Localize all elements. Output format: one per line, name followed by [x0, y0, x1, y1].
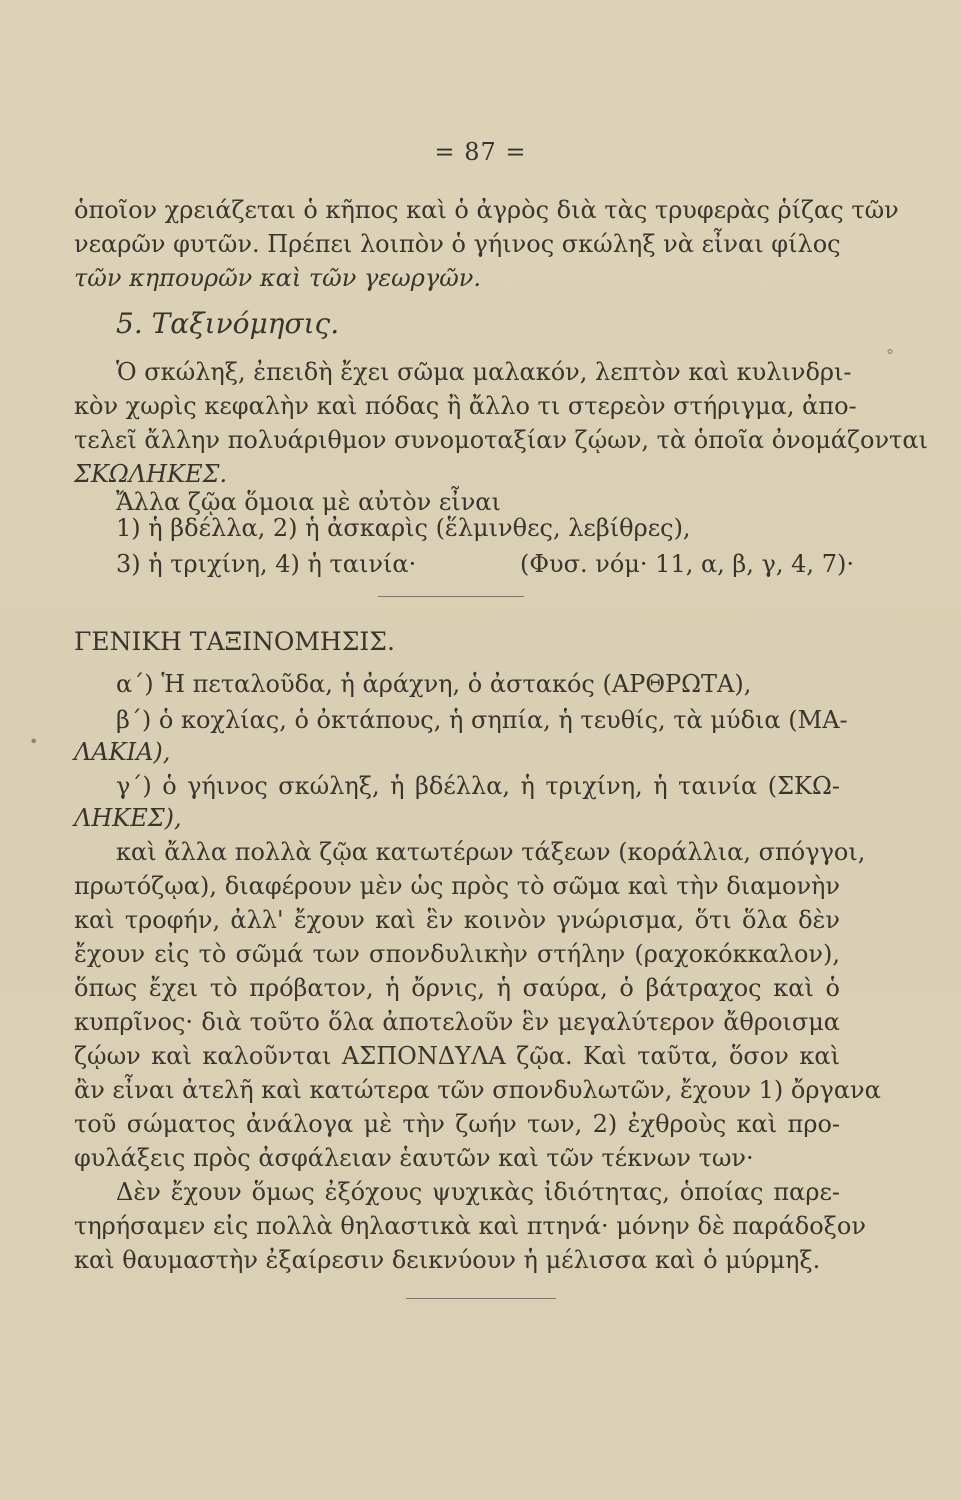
text-line-25: ζῴων καὶ καλοῦνται ΑΣΠΟΝΔΥΛΑ ζῷα. Καὶ ταῦτα, ὅσον καὶ [74, 1042, 840, 1070]
text-line-27: τοῦ σώματος ἀνάλογα μὲ τὴν ζωήν των, 2) ἐχθροὺς καὶ προ- [74, 1110, 840, 1138]
text-line-15: β΄) ὁ κοχλίας, ὁ ὀκτάπους, ἡ σηπία, ἡ τευθίς, τὰ μύδια (ΜΑ- [116, 706, 848, 734]
text-line-31: καὶ θαυμαστὴν ἐξαίρεσιν δεικνύουν ἡ μέλισσα καὶ ὁ μύρμηξ. [74, 1246, 821, 1274]
text-line-21: καὶ τροφήν, ἀλλ' ἔχουν καὶ ἓν κοινὸν γνώρισμα, ὅτι ὅλα δὲν [74, 906, 840, 934]
text-line-23: ὅπως ἔχει τὸ πρόβατον, ἡ ὄρνις, ἡ σαύρα, ὁ βάτραχος καὶ ὁ [74, 974, 840, 1002]
text-line-28: φυλάξεις πρὸς ἀσφάλειαν ἑαυτῶν καὶ τῶν τέκνων των· [74, 1144, 754, 1172]
general-taxonomy-heading: ΓΕΝΙΚΗ ΤΑΞΙΝΟΜΗΣΙΣ. [74, 627, 395, 656]
text-line-29: Δὲν ἔχουν ὅμως ἐξόχους ψυχικὰς ἰδιότητας, ὁποίας παρε- [116, 1178, 840, 1206]
text-line-3: τῶν κηπουρῶν καὶ τῶν γεωργῶν. [74, 264, 481, 292]
text-line-17: γ΄) ὁ γήινος σκώληξ, ἡ βδέλλα, ἡ τριχίνη, ἡ ταινία (ΣΚΩ- [116, 772, 840, 800]
text-line-2: νεαρῶν φυτῶν. Πρέπει λοιπὸν ὁ γήινος σκώληξ νὰ εἶναι φίλος [74, 230, 841, 258]
class-name-skolikes: ΣΚΩΛΗΚΕΣ. [74, 460, 228, 488]
text-line-14: α΄) Ἡ πεταλοῦδα, ἡ ἀράχνη, ὁ ἀστακός (ΑΡΘΡΩΤΑ), [116, 670, 752, 698]
text-line-24: κυπρῖνος· διὰ τοῦτο ὅλα ἀποτελοῦν ἓν μεγαλύτερον ἄθροισμα [74, 1008, 840, 1036]
text-line-16: ΛΑΚΙΑ), [74, 738, 171, 766]
page-number: = 87 = [434, 138, 527, 166]
text-line-20: πρωτόζῳα), διαφέρουν μὲν ὡς πρὸς τὸ σῶμα καὶ τὴν διαμονὴν [74, 872, 840, 900]
text-line-7: τελεῖ ἄλλην πολυάριθμον συνομοταξίαν ζῴων, τὰ ὁποῖα ὀνομάζονται [74, 426, 928, 454]
text-line-22: ἔχουν εἰς τὸ σῶμά των σπονδυλικὴν στήλην (ραχοκόκκαλον), [74, 940, 840, 968]
reference-note: (Φυσ. νόμ· 11, α, β, γ, 4, 7)· [520, 550, 854, 578]
margin-mark: ° [886, 346, 894, 365]
text-line-19: καὶ ἄλλα πολλὰ ζῷα κατωτέρων τάξεων (κοράλλια, σπόγγοι, [116, 838, 866, 866]
text-line-5: Ὁ σκώληξ, ἐπειδὴ ἔχει σῶμα μαλακόν, λεπτὸν καὶ κυλινδρι- [116, 358, 852, 386]
text-line-1: ὁποῖον χρειάζεται ὁ κῆπος καὶ ὁ ἀγρὸς διὰ τὰς τρυφερὰς ῥίζας τῶν [74, 196, 899, 224]
separator-rule [378, 596, 524, 597]
text-line-30: τηρήσαμεν εἰς πολλὰ θηλαστικὰ καὶ πτηνά· μόνην δὲ παράδοξον [74, 1212, 866, 1240]
text-line-6: κὸν χωρὶς κεφαλὴν καὶ πόδας ἢ ἄλλο τι στερεὸν στήριγμα, ἀπο- [74, 392, 857, 420]
text-line-9: Ἄλλα ζῷα ὅμοια μὲ αὐτὸν εἶναι [116, 488, 501, 516]
text-line-18: ΛΗΚΕΣ), [74, 804, 182, 832]
margin-dot: • [29, 732, 39, 751]
text-line-11: 3) ἡ τριχίνη, 4) ἡ ταινία· [116, 550, 417, 578]
bottom-separator-rule [406, 1298, 556, 1299]
section-heading-taxonomy: 5. Ταξινόμησις. [116, 307, 340, 340]
text-line-26: ἂν εἶναι ἀτελῆ καὶ κατώτερα τῶν σπονδυλωτῶν, ἔχουν 1) ὄργανα [74, 1076, 881, 1104]
text-line-10: 1) ἡ βδέλλα, 2) ἡ ἀσκαρὶς (ἕλμινθες, λεβίθρες), [116, 514, 691, 542]
